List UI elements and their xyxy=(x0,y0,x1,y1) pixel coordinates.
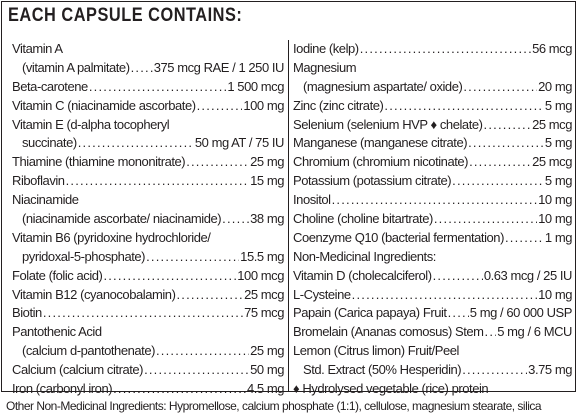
dot-leader xyxy=(462,361,527,380)
ingredient-label: Iodine (kelp) xyxy=(293,41,359,56)
dot-leader xyxy=(484,116,532,135)
ingredient-row xyxy=(293,380,572,399)
ingredient-row xyxy=(12,286,284,305)
ingredient-label: Vitamin C (niacinamide ascorbate) xyxy=(12,97,196,113)
other-ingredients-footer: Other Non-Medicinal Ingredients: Hypromellose, calcium phosphate (1:1), cellulose, magnesium stearate, silica xyxy=(6,399,542,413)
ingredient-row xyxy=(293,304,572,323)
dot-leader xyxy=(468,134,544,153)
ingredient-amount: 10 mg xyxy=(538,211,572,227)
ingredient-row xyxy=(12,380,284,399)
dot-leader xyxy=(146,248,239,267)
dot-leader xyxy=(463,78,537,97)
ingredient-row xyxy=(12,153,284,172)
ingredient-label: Biotin xyxy=(12,305,42,321)
ingredient-label: Non-Medicinal Ingredients: xyxy=(293,248,436,264)
ingredient-label: Manganese (manganese citrate) xyxy=(293,135,468,151)
ingredient-amount: 5 mg xyxy=(544,173,572,189)
ingredient-label: Niacinamide xyxy=(12,192,79,208)
dot-leader xyxy=(505,229,544,248)
ingredient-row xyxy=(293,153,572,172)
ingredient-label: Calcium (calcium citrate) xyxy=(12,362,144,378)
dot-leader xyxy=(113,380,246,399)
ingredient-label: Vitamin D (cholecalciferol) xyxy=(293,267,432,283)
ingredient-amount: 56 mcg xyxy=(532,41,572,56)
dot-leader xyxy=(89,78,227,97)
supplement-facts-panel xyxy=(1,1,576,397)
ingredient-label: Std. Extract (50% Hesperidin) xyxy=(303,362,462,378)
ingredient-row xyxy=(12,304,284,323)
ingredient-row xyxy=(12,78,284,97)
ingredient-amount: 10 mg xyxy=(538,192,572,208)
ingredient-label: Beta-carotene xyxy=(12,78,88,94)
dot-leader xyxy=(469,153,531,172)
ingredient-row xyxy=(293,134,572,153)
ingredient-row xyxy=(12,323,284,342)
ingredient-amount: 4.5 mg xyxy=(246,381,284,397)
right-ingredient-column xyxy=(293,40,572,399)
panel-title: EACH CAPSULE CONTAINS: xyxy=(8,5,243,26)
ingredient-label: (magnesium aspartate/ oxide) xyxy=(303,78,463,94)
ingredient-label: L-Cysteine xyxy=(293,286,351,302)
ingredient-amount: 25 mg xyxy=(250,154,284,170)
ingredient-row xyxy=(293,361,572,380)
ingredient-amount: 5 mg xyxy=(544,135,572,151)
dot-leader xyxy=(360,40,531,59)
ingredient-label: Riboflavin xyxy=(12,173,65,189)
ingredient-label: Bromelain (Ananas comosus) Stem xyxy=(293,324,484,340)
ingredient-amount: 5 mg / 6 MCU xyxy=(497,324,572,340)
ingredient-row xyxy=(293,97,572,116)
ingredient-label: Papain (Carica papaya) Fruit xyxy=(293,305,447,321)
left-ingredient-column xyxy=(12,40,284,399)
ingredient-amount: 100 mg xyxy=(243,97,284,113)
ingredient-label: Magnesium xyxy=(293,59,357,75)
dot-leader xyxy=(144,361,249,380)
dot-leader xyxy=(43,304,243,323)
ingredient-row xyxy=(293,210,572,229)
ingredient-amount: 25 mcg xyxy=(244,286,284,302)
ingredient-row xyxy=(12,172,284,191)
ingredient-amount: 0.63 mcg / 25 IU xyxy=(483,267,572,283)
ingredient-row xyxy=(12,116,284,135)
ingredient-amount: 100 mcg xyxy=(237,267,284,283)
ingredient-row xyxy=(293,78,572,97)
ingredient-row xyxy=(12,229,284,248)
ingredient-label: Pantothenic Acid xyxy=(12,324,102,340)
ingredient-label: Folate (folic acid) xyxy=(12,267,103,283)
ingredient-label: (vitamin A palmitate) xyxy=(22,59,130,75)
ingredient-label: Lemon (Citrus limon) Fruit/Peel xyxy=(293,343,459,359)
ingredient-row xyxy=(12,40,284,59)
dot-leader xyxy=(176,286,243,305)
dot-leader xyxy=(384,97,543,116)
ingredient-label: pyridoxal-5-phosphate) xyxy=(22,248,146,264)
ingredient-amount: 5 mg / 60 000 USP xyxy=(469,305,572,321)
ingredient-label: Coenzyme Q10 (bacterial fermentation) xyxy=(293,229,504,245)
dot-leader xyxy=(103,267,236,286)
ingredient-label: (niacinamide ascorbate/ niacinamide) xyxy=(22,211,222,227)
ingredient-row xyxy=(293,286,572,305)
ingredient-amount: 1 500 mcg xyxy=(227,78,284,94)
ingredient-amount: 25 mcg xyxy=(532,116,572,132)
ingredient-row xyxy=(293,191,572,210)
ingredient-amount: 10 mg xyxy=(538,286,572,302)
ingredient-amount: 15.5 mg xyxy=(240,248,284,264)
dot-leader xyxy=(332,191,538,210)
ingredient-amount: 50 mg AT / 75 IU xyxy=(194,135,284,151)
ingredient-amount: 50 mg xyxy=(250,362,284,378)
dot-leader xyxy=(66,172,250,191)
ingredient-row xyxy=(12,267,284,286)
ingredient-row xyxy=(293,40,572,59)
ingredient-label: succinate) xyxy=(22,135,77,151)
dot-leader xyxy=(222,210,249,229)
dot-leader xyxy=(452,172,544,191)
ingredient-label: (calcium d-pantothenate) xyxy=(22,343,155,359)
ingredient-label: ♦ Hydrolysed vegetable (rice) protein xyxy=(293,381,489,397)
ingredient-amount: 38 mg xyxy=(250,211,284,227)
ingredient-amount: 3.75 mg xyxy=(528,362,572,378)
dot-leader xyxy=(434,210,537,229)
ingredient-row xyxy=(293,59,572,78)
ingredient-amount: 15 mg xyxy=(250,173,284,189)
ingredient-label: Chromium (chromium nicotinate) xyxy=(293,154,469,170)
ingredient-label: Potassium (potassium citrate) xyxy=(293,173,452,189)
ingredient-amount: 75 mcg xyxy=(244,305,284,321)
ingredient-row xyxy=(12,191,284,210)
ingredient-label: Vitamin B6 (pyridoxine hydrochloride/ xyxy=(12,229,211,245)
ingredient-amount: 25 mg xyxy=(250,343,284,359)
ingredient-amount: 25 mcg xyxy=(532,154,572,170)
ingredient-row xyxy=(293,229,572,248)
dot-leader xyxy=(433,267,483,286)
ingredient-label: Zinc (zinc citrate) xyxy=(293,97,384,113)
ingredient-row xyxy=(293,172,572,191)
ingredient-row xyxy=(12,342,284,361)
dot-leader xyxy=(186,153,249,172)
ingredient-label: Vitamin A xyxy=(12,41,63,56)
dot-leader xyxy=(197,97,243,116)
ingredient-label: Choline (choline bitartrate) xyxy=(293,211,433,227)
dot-leader xyxy=(78,134,194,153)
ingredient-label: Vitamin B12 (cyanocobalamin) xyxy=(12,286,176,302)
ingredient-label: Selenium (selenium HVP ♦ chelate) xyxy=(293,116,483,132)
dot-leader xyxy=(485,323,497,342)
ingredient-label: Vitamin E (d-alpha tocopheryl xyxy=(12,116,170,132)
column-divider xyxy=(288,40,289,392)
ingredient-row xyxy=(12,361,284,380)
ingredient-label: Inositol xyxy=(293,192,331,208)
dot-leader xyxy=(448,304,469,323)
ingredient-row xyxy=(293,323,572,342)
ingredient-row xyxy=(12,210,284,229)
ingredient-row xyxy=(293,267,572,286)
ingredient-amount: 20 mg xyxy=(538,78,572,94)
dot-leader xyxy=(131,59,153,78)
dot-leader xyxy=(156,342,249,361)
ingredient-amount: 1 mg xyxy=(544,229,572,245)
ingredient-amount: 5 mg xyxy=(544,97,572,113)
ingredient-row xyxy=(293,116,572,135)
ingredient-label: Iron (carbonyl iron) xyxy=(12,381,113,397)
ingredient-row xyxy=(293,342,572,361)
ingredient-label: Thiamine (thiamine mononitrate) xyxy=(12,154,186,170)
ingredient-row xyxy=(12,97,284,116)
ingredient-amount: 375 mcg RAE / 1 250 IU xyxy=(153,59,284,75)
ingredient-row xyxy=(293,248,572,267)
ingredient-row xyxy=(12,59,284,78)
dot-leader xyxy=(352,286,537,305)
ingredient-row xyxy=(12,248,284,267)
ingredient-row xyxy=(12,134,284,153)
